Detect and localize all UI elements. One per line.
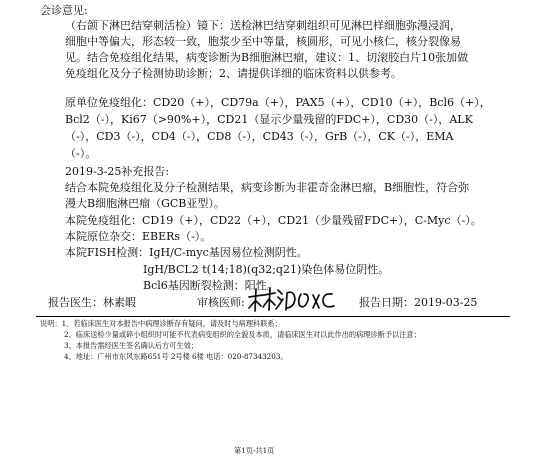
supplement-fish-sub-line-1: IgH/BCL2 t(14;18)(q32;q21)染色体易位阴性。: [143, 263, 390, 276]
reporter-label: 报告医生：林素暇: [48, 296, 136, 309]
supplement-ihc-line: 本院免疫组化：CD19（+），CD22（+），CD21（少量残留FDC+），C-Myc（-）。: [65, 214, 482, 227]
consultation-line-2: 细胞中等偏大，形态较一致，胞浆少至中等量，核圆形，可见小核仁，核分裂像易: [65, 35, 461, 48]
ihc-line-3: （-），CD3（-），CD4（-），CD8（-），CD43（-），GrB（-），CK（-），EMA: [65, 130, 454, 143]
report-date-label: 报告日期：2019-03-25: [359, 296, 478, 309]
supplement-conclusion-line-1: 结合本院免疫组化及分子检测结果，病变诊断为非霍奇金淋巴瘤，B细胞性，符合弥: [65, 181, 470, 194]
consultation-line-3: 见。结合免疫组化结果，病变诊断为B细胞淋巴瘤，建议：1、切滚胶白片10张加做: [65, 51, 469, 64]
divider-line: [36, 316, 510, 317]
supplement-fish-line: 本院FISH检测：IgH/C-myc基因易位检测阴性。: [65, 246, 308, 259]
supplement-date-heading: 2019-3-25补充报告:: [65, 165, 170, 178]
ihc-line-2: Bcl2（-），Ki67（>90%+），CD21（显示少量残留的FDC+），CD30（-），ALK: [65, 113, 473, 126]
note-line-4: 4、地址：广州市东风东路651号 2号楼 6楼 电话：020-87343203。: [64, 352, 288, 361]
consultation-heading: 会诊意见:: [40, 4, 88, 17]
consultation-line-4: 免疫组化及分子检测协助诊断；2、请提供详细的临床资料以供参考。: [65, 67, 402, 80]
consultation-line-1: （右颌下淋巴结穿刺活检）镜下：送检淋巴结穿刺组织可见淋巴样细胞弥漫浸润，: [65, 19, 461, 32]
note-line-2: 2、临床送检少量或碎小组织时可能不代表病变组织的全貌及本质，请临床医生对以此作出的病理诊断予以注意；: [64, 330, 421, 339]
reviewer-handwritten-signature: [246, 285, 338, 315]
page-number: 第1页-共1页: [234, 446, 275, 455]
note-line-3: 3、本报告需经医生签名确认后方可生效；: [64, 341, 198, 350]
ihc-line-1: 原单位免疫组化：CD20（+），CD79a（+），PAX5（+），CD10（+），Bcl6（+），: [65, 96, 491, 109]
supplement-conclusion-line-2: 漫大B细胞淋巴瘤（GCB亚型）。: [65, 197, 225, 210]
supplement-ish-line: 本院原位杂交：EBERs（-）。: [65, 230, 212, 243]
supplement-fish-sub-line-2: Bcl6基因断裂检测：阳性。: [143, 279, 278, 292]
reviewer-label: 审核医师:: [197, 296, 245, 309]
ihc-line-4: （-）。: [65, 147, 97, 160]
note-line-1: 说明：1、若临床医生对本报告中病理诊断存有疑问，请及时与病理科联系；: [40, 319, 282, 328]
